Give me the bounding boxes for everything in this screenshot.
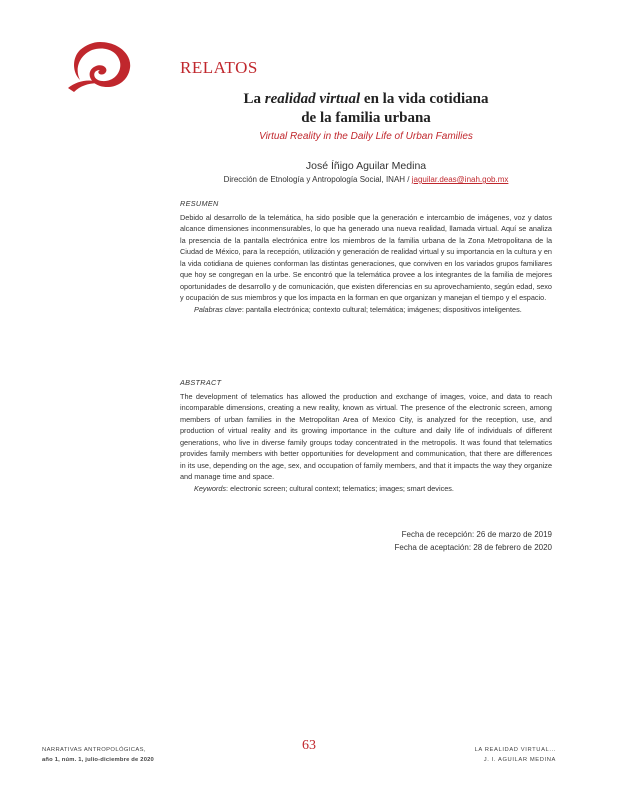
resumen-body: Debido al desarrollo de la telemática, ha sido posible que la generación e intercambio de imágenes, voz y datos alcance dimensiones inconmensurables, lo que ha generado una nueva realidad, llamada virtual. Aquí se analiza la presencia de la pantalla electrónica entre los miembros de la familia urbana de la Zona Metropolitana de la Ciudad de México, para la recepción, utilización y generación de realidad virtual y su importancia en la cultura y en la vida cotidiana de quienes conforman las distintas generaciones, que conviven en los variados grupos familiares que hoy se congregan en la urbe. Se encontró que la telemática provee a los integrantes de la familia de mejores oportunidades de desarrollo y de comunicación, que existen diferencias en su aprovechamiento, según edad, sexo y ocupación de sus miembros y que los impacta en la forman en que organizan y manejan el tiempo y el espacio. bbox=[180, 212, 552, 302]
accepted-date: Fecha de aceptación: 28 de febrero de 2020 bbox=[394, 543, 552, 552]
resumen-keywords bbox=[180, 304, 552, 316]
swirl-logo-icon bbox=[64, 38, 136, 94]
section-label: RELATOS bbox=[180, 58, 258, 77]
article-dates bbox=[180, 528, 552, 554]
footer-running-title: LA REALIDAD VIRTUAL... bbox=[474, 747, 556, 753]
abstract-keywords bbox=[180, 483, 552, 495]
author-affiliation bbox=[180, 175, 552, 184]
resumen-heading: RESUMEN bbox=[180, 199, 219, 208]
title-italic: realidad virtual bbox=[264, 91, 361, 107]
page-number: 63 bbox=[302, 738, 316, 753]
affiliation-text: Dirección de Etnología y Antropología Social, INAH / bbox=[223, 175, 410, 184]
abstract-heading: ABSTRACT bbox=[180, 378, 222, 387]
footer-running-head bbox=[475, 745, 556, 765]
abstract-section bbox=[180, 377, 552, 494]
article-subtitle: Virtual Reality in the Daily Life of Urban Families bbox=[259, 131, 473, 142]
title-line1-suffix: en la vida cotidiana bbox=[363, 91, 489, 107]
abstract-keywords-list: : electronic screen; cultural context; telematics; images; smart devices. bbox=[226, 483, 454, 493]
footer-journal-info bbox=[42, 745, 154, 765]
author-email-link[interactable]: jaguilar.deas@inah.gob.mx bbox=[411, 175, 509, 184]
title-line2: de la familia urbana bbox=[301, 110, 431, 126]
resumen-keywords-label: Palabras clave bbox=[194, 304, 242, 314]
footer-journal: NARRATIVAS ANTROPOLÓGICAS, bbox=[42, 747, 146, 753]
author-name: José Íñigo Aguilar Medina bbox=[305, 160, 427, 172]
footer-issue: año 1, núm. 1, julio-diciembre de 2020 bbox=[42, 757, 154, 763]
resumen-keywords-list: : pantalla electrónica; contexto cultural; telemática; imágenes; dispositivos inteligentes. bbox=[241, 304, 522, 314]
footer-running-author: J. I. AGUILAR MEDINA bbox=[483, 757, 556, 763]
title-prefix: La bbox=[243, 91, 261, 107]
abstract-keywords-label: Keywords bbox=[194, 483, 227, 493]
article-title bbox=[180, 90, 552, 128]
abstract-body: The development of telematics has allowed the production and exchange of images, voice, and data to reach incomparable dimensions, creating a new reality, known as virtual. The presence of the electronic screen, among members of urban families in the Metropolitan Area of Mexico City, is analyzed for the reception, use, and production of virtual reality and its growing importance in the culture and daily life of individuals of different generations, who live in diverse family groups today concentrated in the metropolis. It was found that telematics provides family members with better opportunities for development and communication, that there are differences in its use, depending on the age, sex, and occupation of family members, and that it impacts the way they organize and manage time and space. bbox=[180, 391, 552, 481]
resumen-section bbox=[180, 198, 552, 315]
received-date: Fecha de recepción: 26 de marzo de 2019 bbox=[401, 530, 552, 539]
